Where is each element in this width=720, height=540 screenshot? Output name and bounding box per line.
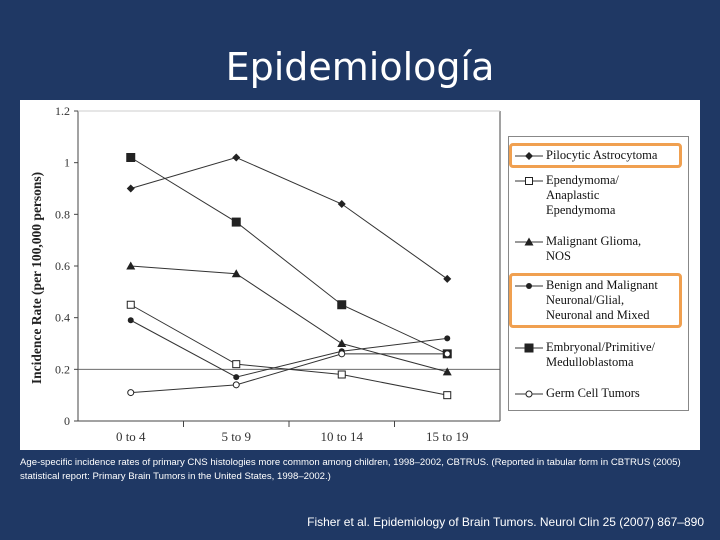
legend-marker xyxy=(515,343,545,353)
data-point xyxy=(126,262,135,270)
legend-label-line: NOS xyxy=(546,249,572,263)
legend-label-line: Ependymoma/ xyxy=(546,173,619,187)
series-line xyxy=(131,158,448,279)
legend-label-line: Malignant Glioma, xyxy=(546,234,642,248)
legend-symbol xyxy=(526,178,533,185)
chart-panel xyxy=(20,100,700,450)
legend-highlight-box xyxy=(509,273,682,328)
data-point xyxy=(337,339,346,347)
legend-label-line: Medulloblastoma xyxy=(546,355,634,369)
data-point xyxy=(338,371,345,378)
data-point xyxy=(443,275,451,283)
figure-caption: Age-specific incidence rates of primary CNS histologies more common among children, 1998–2002, CBTRUS. (Reported in tabular form in CBTRUS (2005) statistical report: Primary Brain Tumors in the United States, 1998–2002.) xyxy=(20,457,681,482)
legend-label-line: Neuronal and Mixed xyxy=(546,308,650,322)
legend-label-line: Germ Cell Tumors xyxy=(546,386,640,400)
y-tick-label: 0 xyxy=(64,414,70,428)
data-point xyxy=(232,154,240,162)
data-point xyxy=(233,374,239,380)
legend-highlight-box xyxy=(509,143,682,168)
series-line xyxy=(131,305,448,395)
legend-symbol xyxy=(526,391,532,397)
data-point xyxy=(444,351,450,357)
legend-marker xyxy=(515,389,545,399)
series-line xyxy=(131,158,448,354)
legend-item xyxy=(509,173,688,218)
legend-symbol xyxy=(525,344,534,353)
data-point xyxy=(127,301,134,308)
y-tick-label: 1 xyxy=(64,155,70,170)
legend-label xyxy=(546,173,686,218)
y-tick-label: 1.2 xyxy=(55,104,70,118)
x-tick-label: 10 to 14 xyxy=(320,429,364,444)
data-point xyxy=(338,200,346,208)
data-point xyxy=(233,382,239,388)
legend-label-line: Pilocytic Astrocytoma xyxy=(546,148,658,162)
chart-legend xyxy=(508,136,689,411)
y-tick-label: 0.8 xyxy=(55,207,70,222)
series-line xyxy=(131,266,448,372)
legend-label-line: Embryonal/Primitive/ xyxy=(546,340,656,354)
legend-label xyxy=(546,234,686,264)
data-point xyxy=(128,390,134,396)
legend-label-line: Anaplastic xyxy=(546,188,600,202)
legend-label-line: Ependymoma xyxy=(546,203,616,217)
data-point xyxy=(444,392,451,399)
legend-marker xyxy=(515,237,545,247)
y-tick-label: 0.6 xyxy=(55,259,70,273)
data-point xyxy=(339,351,345,357)
y-tick-label: 0.2 xyxy=(55,362,70,377)
x-tick-label: 15 to 19 xyxy=(425,429,469,444)
x-tick-label: 5 to 9 xyxy=(221,429,252,444)
data-point xyxy=(232,218,241,227)
data-point xyxy=(127,185,135,193)
legend-label-line: Neuronal/Glial, xyxy=(546,293,625,307)
legend-label-line: Benign and Malignant xyxy=(546,278,658,292)
data-point xyxy=(126,153,135,162)
slide-title: Epidemiología xyxy=(225,45,495,89)
data-point xyxy=(128,317,134,323)
data-point xyxy=(233,361,240,368)
y-tick-label: 0.4 xyxy=(55,310,70,325)
data-point xyxy=(337,300,346,309)
source-citation: Fisher et al. Epidemiology of Brain Tumors. Neurol Clin 25 (2007) 867–890 xyxy=(307,515,704,529)
legend-label xyxy=(546,340,686,370)
legend-label xyxy=(546,386,686,401)
legend-item xyxy=(509,340,688,370)
legend-marker xyxy=(515,176,545,186)
x-tick-label: 0 to 4 xyxy=(115,429,146,444)
y-axis-label: Incidence Rate (per 100,000 persons) xyxy=(29,171,44,385)
legend-item xyxy=(509,234,688,264)
data-point xyxy=(444,335,450,341)
series-line xyxy=(131,320,448,377)
legend-item xyxy=(509,386,688,401)
